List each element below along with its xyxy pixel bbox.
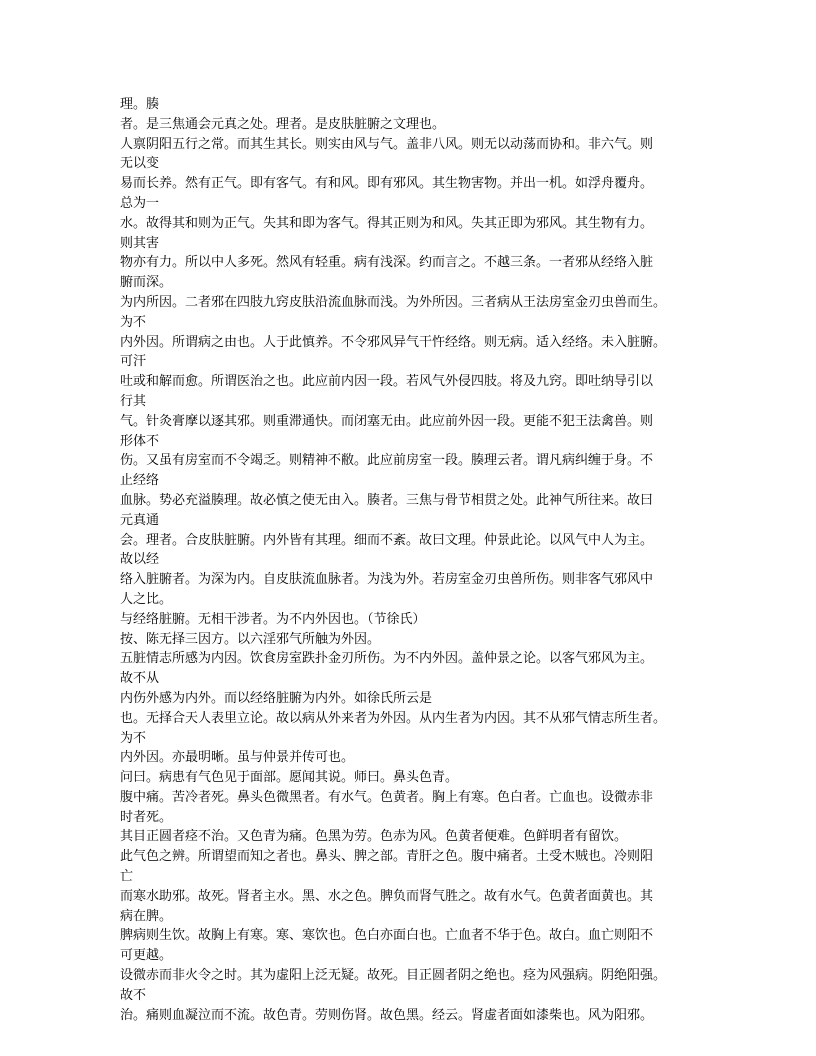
text-line: 脾病则生饮。故胸上有寒。寒、寒饮也。色白亦面白也。亡血者不华于色。故白。血亡则阳不 [120,928,654,944]
text-line: 络入脏腑者。为深为内。自皮肤流血脉者。为浅为外。若房室金刃虫兽所伤。则非客气邪风中 [120,572,654,588]
text-line: 内外因。所谓病之由也。人于此慎养。不令邪风异气干忤经络。则无病。适入经络。未入脏腑。 [120,334,667,350]
text-line: 伤。又虽有房室而不令竭乏。则精神不敝。此应前房室一段。腠理云者。谓凡病纠缠于身。不 [120,453,654,469]
text-line: 故不从 [120,671,160,687]
text-line: 则其害 [120,235,160,251]
text-line: 腑而深。 [120,275,173,291]
text-line: 易而长养。然有正气。即有客气。有和风。即有邪风。其生物害物。并出一机。如浮舟覆舟。 [120,176,654,192]
text-line: 腹中痛。苦冷者死。鼻头色微黑者。有水气。色黄者。胸上有寒。色白者。亡血也。设微赤非 [120,789,654,805]
text-line: 五脏情志所感为内因。饮食房室跌扑金刃所伤。为不内外因。盖仲景之论。以客气邪风为主。 [120,651,654,667]
text-line: 内外因。亦最明晰。虽与仲景并传可也。 [120,750,355,766]
text-line: 水。故得其和则为正气。失其和即为客气。得其正则为和风。失其正即为邪风。其生物有力。 [120,215,654,231]
text-line: 亡 [120,869,134,885]
text-line: 者。是三焦通会元真之处。理者。是皮肤脏腑之文理也。 [120,116,446,132]
text-line: 与经络脏腑。无相干涉者。为不内外因也。（节徐氏） [120,611,426,627]
text-line: 故以经 [120,552,160,568]
text-line: 治。痛则血凝泣而不流。故色青。劳则伤肾。故色黑。经云。肾虚者面如漆柴也。风为阳邪。 [120,1007,654,1023]
text-line: 元真通 [120,512,160,528]
text-line: 气。针灸膏摩以逐其邪。则重滞通快。而闭塞无由。此应前外因一段。更能不犯王法禽兽。则 [120,413,654,429]
text-line: 为内所因。二者邪在四肢九窍皮肤沿流血脉而浅。为外所因。三者病从王法房室金刃虫兽而生。 [120,294,667,310]
text-line: 吐或和解而愈。所谓医治之也。此应前内因一段。若风气外侵四肢。将及九窍。即吐纳导引以 [120,374,654,390]
text-line: 而寒水助邪。故死。肾者主水。黑、水之色。脾负而肾气胜之。故有水气。色黄者面黄也。其 [120,888,654,904]
text-line: 形体不 [120,433,160,449]
document-page [120,95,698,1025]
text-line: 为不 [120,314,147,330]
text-line: 此气色之辨。所谓望而知之者也。鼻头、脾之部。青肝之色。腹中痛者。土受木贼也。冷则阳 [120,849,654,865]
text-line: 时者死。 [120,809,173,825]
text-line: 病在脾。 [120,908,173,924]
text-line: 会。理者。合皮肤脏腑。内外皆有其理。细而不紊。故曰文理。仲景此论。以风气中人为主。 [120,532,654,548]
text-line: 止经络 [120,473,160,489]
text-line: 为不 [120,730,147,746]
text-line: 物亦有力。所以中人多死。然风有轻重。病有浅深。约而言之。不越三条。一者邪从经络入脏 [120,255,654,271]
text-line: 可更越。 [120,948,173,964]
text-line: 理。腠 [120,97,160,112]
text-line: 行其 [120,393,147,409]
text-line: 故不 [120,987,147,1003]
text-line: 血脉。势必充溢腠理。故必慎之使无由入。腠者。三焦与骨节相贯之处。此神气所往来。故曰 [120,492,654,508]
text-line: 人之比。 [120,591,173,607]
text-line: 内伤外感为内外。而以经络脏腑为内外。如徐氏所云是 [120,690,433,706]
text-line: 问曰。病患有气色见于面部。愿闻其说。师曰。鼻头色青。 [120,770,459,786]
text-line: 人禀阴阳五行之常。而其生其长。则实由风与气。盖非八风。则无以动荡而协和。非六气。则 [120,136,654,152]
text-line: 可汗 [120,354,147,370]
text-line: 按、陈无择三因方。以六淫邪气所触为外因。 [120,631,381,647]
text-line: 其目正圆者痉不治。又色青为痛。色黑为劳。色赤为风。色黄者便难。色鲜明者有留饮。 [120,829,628,845]
text-line: 无以变 [120,156,160,172]
text-line: 也。无择合天人表里立论。故以病从外来者为外因。从内生者为内因。其不从邪气情志所生者。 [120,710,667,726]
text-line: 设微赤而非火令之时。其为虚阳上泛无疑。故死。目正圆者阴之绝也。痉为风强病。阴绝阳强。 [120,968,667,984]
text-line: 总为一 [120,195,160,211]
